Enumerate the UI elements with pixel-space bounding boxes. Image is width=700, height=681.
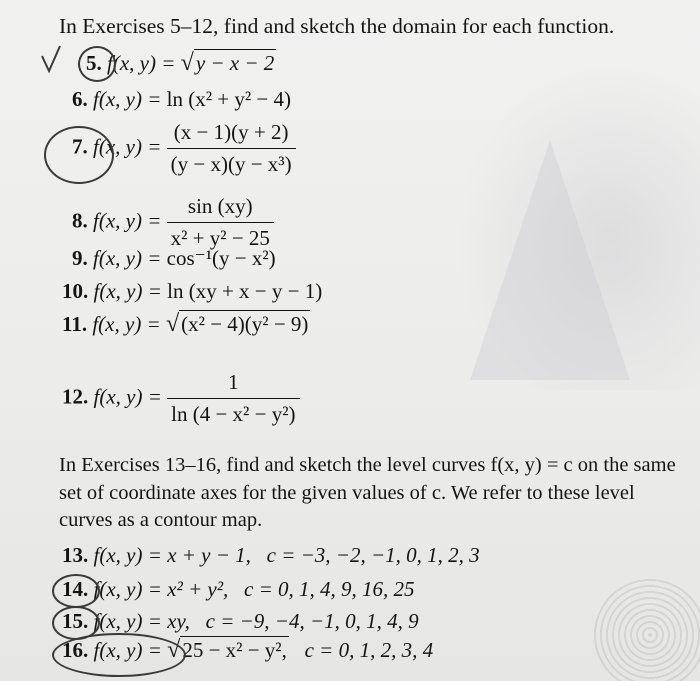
exercise-number: 8. bbox=[72, 208, 88, 233]
exercise-lhs: f(x, y) = bbox=[92, 312, 161, 336]
exercise-14 bbox=[62, 577, 415, 602]
level-curves-instructions: In Exercises 13–16, find and sketch the level curves f(x, y) = c on the same set of coordinate axes for the given values of c. We refer to these level curves as a contour map. bbox=[59, 454, 676, 531]
exercise-lhs: f(x, y) = bbox=[93, 134, 162, 159]
circle-mark-5 bbox=[78, 46, 116, 82]
exercises-header: In Exercises 5–12, find and sketch the domain for each function. bbox=[59, 14, 615, 38]
exercise-expression: f(x, y) = xy, bbox=[93, 609, 190, 633]
radicand: y − x − 2 bbox=[195, 51, 275, 75]
square-root: √(x² − 4)(y² − 9) bbox=[165, 311, 309, 337]
exercise-lhs: f(x, y) = bbox=[93, 246, 162, 270]
exercise-expression: ln (xy + x − y − 1) bbox=[167, 279, 323, 303]
numerator: sin (xy) bbox=[167, 194, 274, 223]
radicand: 25 − x² − y², bbox=[182, 638, 287, 662]
exercise-lhs: f(x, y) = bbox=[93, 384, 162, 409]
circle-mark-14 bbox=[52, 574, 100, 608]
numerator: (x − 1)(y + 2) bbox=[167, 120, 296, 149]
exercise-9 bbox=[72, 246, 276, 271]
radicand: (x² − 4)(y² − 9) bbox=[181, 312, 309, 336]
exercise-8 bbox=[72, 194, 274, 251]
denominator: ln (4 − x² − y²) bbox=[171, 402, 296, 426]
fraction bbox=[167, 120, 296, 177]
exercise-number: 13. bbox=[62, 543, 89, 567]
exercise-13 bbox=[62, 543, 480, 568]
exercise-expression: cos⁻¹(y − x²) bbox=[166, 246, 276, 270]
circle-mark-7 bbox=[44, 126, 114, 184]
exercise-lhs: f(x, y) = bbox=[93, 87, 162, 111]
exercise-number: 9. bbox=[72, 246, 88, 270]
bleed-through-contours bbox=[590, 575, 700, 681]
checkmark-icon bbox=[40, 44, 62, 74]
exercise-10 bbox=[62, 279, 322, 304]
exercise-number: 10. bbox=[62, 279, 89, 303]
exercise-number: 15. bbox=[62, 609, 89, 633]
exercise-expression: f(x, y) = x + y − 1, bbox=[93, 543, 251, 567]
bleed-through-graph bbox=[470, 140, 630, 380]
exercise-number: 14. bbox=[62, 577, 89, 601]
c-values: c = −3, −2, −1, 0, 1, 2, 3 bbox=[266, 543, 480, 567]
exercise-number: 16. bbox=[62, 638, 89, 662]
exercise-number: 6. bbox=[72, 87, 88, 111]
exercise-expression: ln (x² + y² − 4) bbox=[166, 87, 291, 111]
exercise-11 bbox=[62, 311, 310, 338]
exercise-lhs: f(x, y) = bbox=[107, 51, 176, 75]
exercise-number: 7. bbox=[72, 134, 88, 159]
c-values: c = −9, −4, −1, 0, 1, 4, 9 bbox=[205, 609, 419, 633]
exercise-expression: f(x, y) = x² + y², bbox=[93, 577, 229, 601]
numerator: 1 bbox=[167, 370, 299, 399]
exercise-6 bbox=[72, 87, 291, 112]
denominator: (y − x)(y − x³) bbox=[170, 152, 292, 176]
fraction bbox=[167, 370, 299, 427]
exercise-12 bbox=[62, 370, 300, 427]
square-root: √y − x − 2 bbox=[180, 50, 275, 76]
c-values: c = 0, 1, 4, 9, 16, 25 bbox=[244, 577, 415, 601]
denominator: x² + y² − 25 bbox=[170, 226, 270, 250]
c-values: c = 0, 1, 2, 3, 4 bbox=[304, 638, 434, 662]
exercise-lhs: f(x, y) = bbox=[93, 279, 162, 303]
exercise-15 bbox=[62, 609, 419, 634]
fraction bbox=[167, 194, 274, 251]
exercise-lhs: f(x, y) = bbox=[93, 638, 162, 662]
exercise-number: 11. bbox=[62, 312, 88, 336]
exercise-lhs: f(x, y) = bbox=[93, 208, 162, 233]
exercise-number: 5. bbox=[86, 51, 102, 75]
circle-mark-16 bbox=[52, 633, 186, 677]
square-root: √25 − x² − y², bbox=[167, 637, 287, 663]
exercise-number: 12. bbox=[62, 384, 89, 409]
